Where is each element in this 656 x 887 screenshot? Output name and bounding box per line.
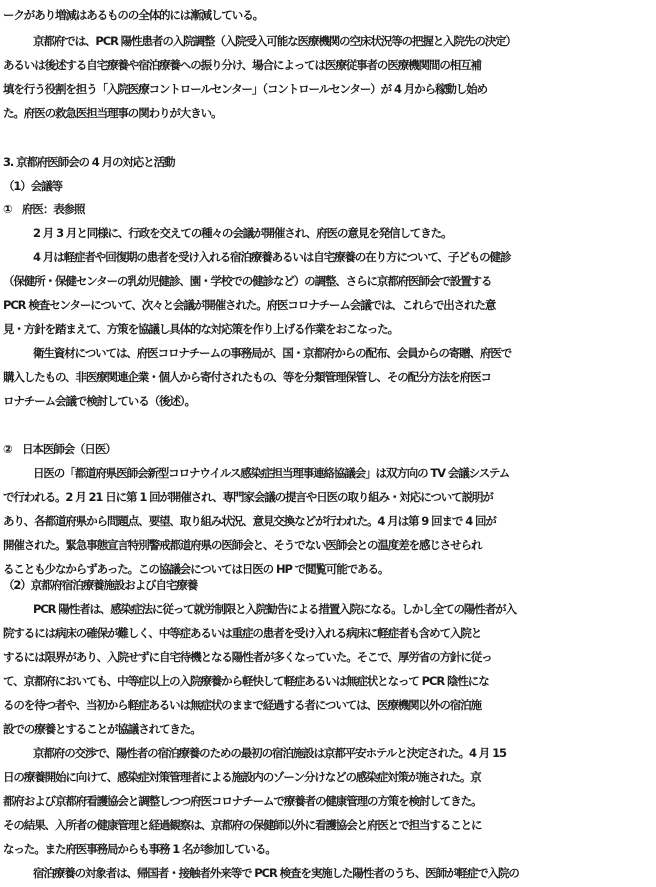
text-line-11: 4 月は軽症者や回復期の患者を受け入れる宿泊療養あるいは自宅療養の在り方について、子どもの健診	[33, 250, 511, 264]
text-line-39: 宿泊療養の対象者は、帰国者・接触者外来等で PCR 検査を実施した陽性者のうち、医師が軽症で入院の	[33, 866, 519, 880]
text-line-12: （保健所・保健センターの乳幼児健診、園・学校での健診など）の調整、さらに京都府医師会で設置する	[3, 274, 492, 288]
text-line-10: 2 月 3 月と同様に、行政を交えての種々の会議が開催され、府医の意見を発信してきた。	[33, 226, 452, 240]
text-line-30: するには限界があり、入院せずに自宅待機となる陽性者が多くなっていた。そこで、厚労省の方針に従っ	[3, 650, 492, 664]
blank-line-18	[3, 413, 656, 437]
text-line-37: その結果、入所者の健康管理と経過観察は、京都府の保健師以外に看護協会と府医とで担当することに	[3, 818, 482, 832]
text-line-13: PCR 検査センターについて、次々と会議が開催された。府医コロナチーム会議では、これらで出された意	[3, 298, 496, 312]
text-line-31: て、京都府においても、中等症以上の入院療養から軽快して軽症あるいは無症状となって PCR 陰性にな	[3, 674, 489, 688]
text-line-34: 京都府の交渉で、陽性者の宿泊療養のための最初の宿泊施設は京都平安ホテルと決定された。4 月 15	[33, 746, 506, 760]
text-line-15: 衛生資材については、府医コロナチームの事務局が、国・京都府からの配布、会員からの寄贈、府医で	[33, 346, 512, 360]
text-line-38: なった。また府医事務局からも事務 1 名が参加している。	[3, 842, 276, 856]
text-line-33: 設での療養とすることが協議されてきた。	[3, 722, 201, 736]
text-line-14: 見・方針を踏まえて、方策を協議し具体的な対応策を作り上げる作業をおこなった。	[3, 322, 398, 336]
text-line-36: 都府および京都府看護協会と調整しつつ府医コロナチームで療養者の健康管理の方策を検討してきた。	[3, 794, 482, 808]
blank-line-06	[3, 125, 656, 149]
subsection-heading-2: （2）京都府宿泊療養施設および自宅療養	[3, 578, 198, 592]
text-line-29: 院するには病床の確保が難しく、中等症あるいは重症の患者を受け入れる病床に軽症者も含めて入院と	[3, 626, 482, 640]
item-heading-nichii: ② 日本医師会（日医）	[3, 442, 116, 456]
text-line-05: た。府医の救急医担当理事の関わりが大きい。	[3, 106, 222, 120]
text-line-22: あり、各都道府県から問題点、要望、取り組み状況、意見交換などが行われた。4 月は第 9 回まで 4 回が	[3, 514, 496, 528]
text-line-24: ることも少なからずあった。この協議会については日医の HP で閲覧可能である。	[3, 562, 389, 576]
text-line-03: あるいは後述する自宅療養や宿泊療養への振り分け、場合によっては医療従事者の医療機関間の相互補	[3, 58, 481, 72]
text-line-28: PCR 陽性者は、感染症法に従って就労制限と入院勧告による措置入院になる。しかし全ての陽性者が入	[33, 602, 516, 616]
text-line-16: 購入したもの、非医療関連企業・個人から寄付されたもの、等を分類管理保管し、その配分方法を府医コ	[3, 370, 491, 384]
text-line-32: るのを待つ者や、当初から軽症あるいは無症状のままで経過する者については、医療機関以外の宿泊施	[3, 698, 481, 712]
text-line-02: 京都府では、PCR 陽性患者の入院調整（入院受入可能な医療機関の空床状況等の把握と入院先の決定）	[33, 34, 516, 48]
text-line-04: 填を行う役割を担う「入院医療コントロールセンター」（コントロールセンター）が 4 月から稼動し始め	[3, 82, 487, 96]
text-line-17: ロナチーム会議で検討している（後述）。	[3, 394, 195, 408]
subsection-heading-1: （1）会議等	[3, 179, 62, 193]
text-line-01: ークがあり増減はあるものの全体的には漸減している。	[3, 8, 263, 22]
text-line-20: 日医の「都道府県医師会新型コロナウイルス感染症担当理事連絡協議会」は双方向の TV 会議システム	[33, 466, 510, 480]
text-line-23: 開催された。緊急事態宣言特別警戒都道府県の医師会と、そうでない医師会との温度差を感じさせられ	[3, 538, 482, 552]
text-line-35: 日の療養開始に向けて、感染症対策管理者による施設内のゾーン分けなどの感染症対策が施された。京	[3, 770, 481, 784]
item-heading-fui: ① 府医：表参照	[3, 202, 85, 216]
text-line-21: で行われる。2 月 21 日に第 1 回が開催され、専門家会議の提言や日医の取り組み・対応について説明が	[3, 490, 493, 504]
section-heading-3: 3. 京都府医師会の 4 月の対応と活動	[3, 155, 175, 169]
